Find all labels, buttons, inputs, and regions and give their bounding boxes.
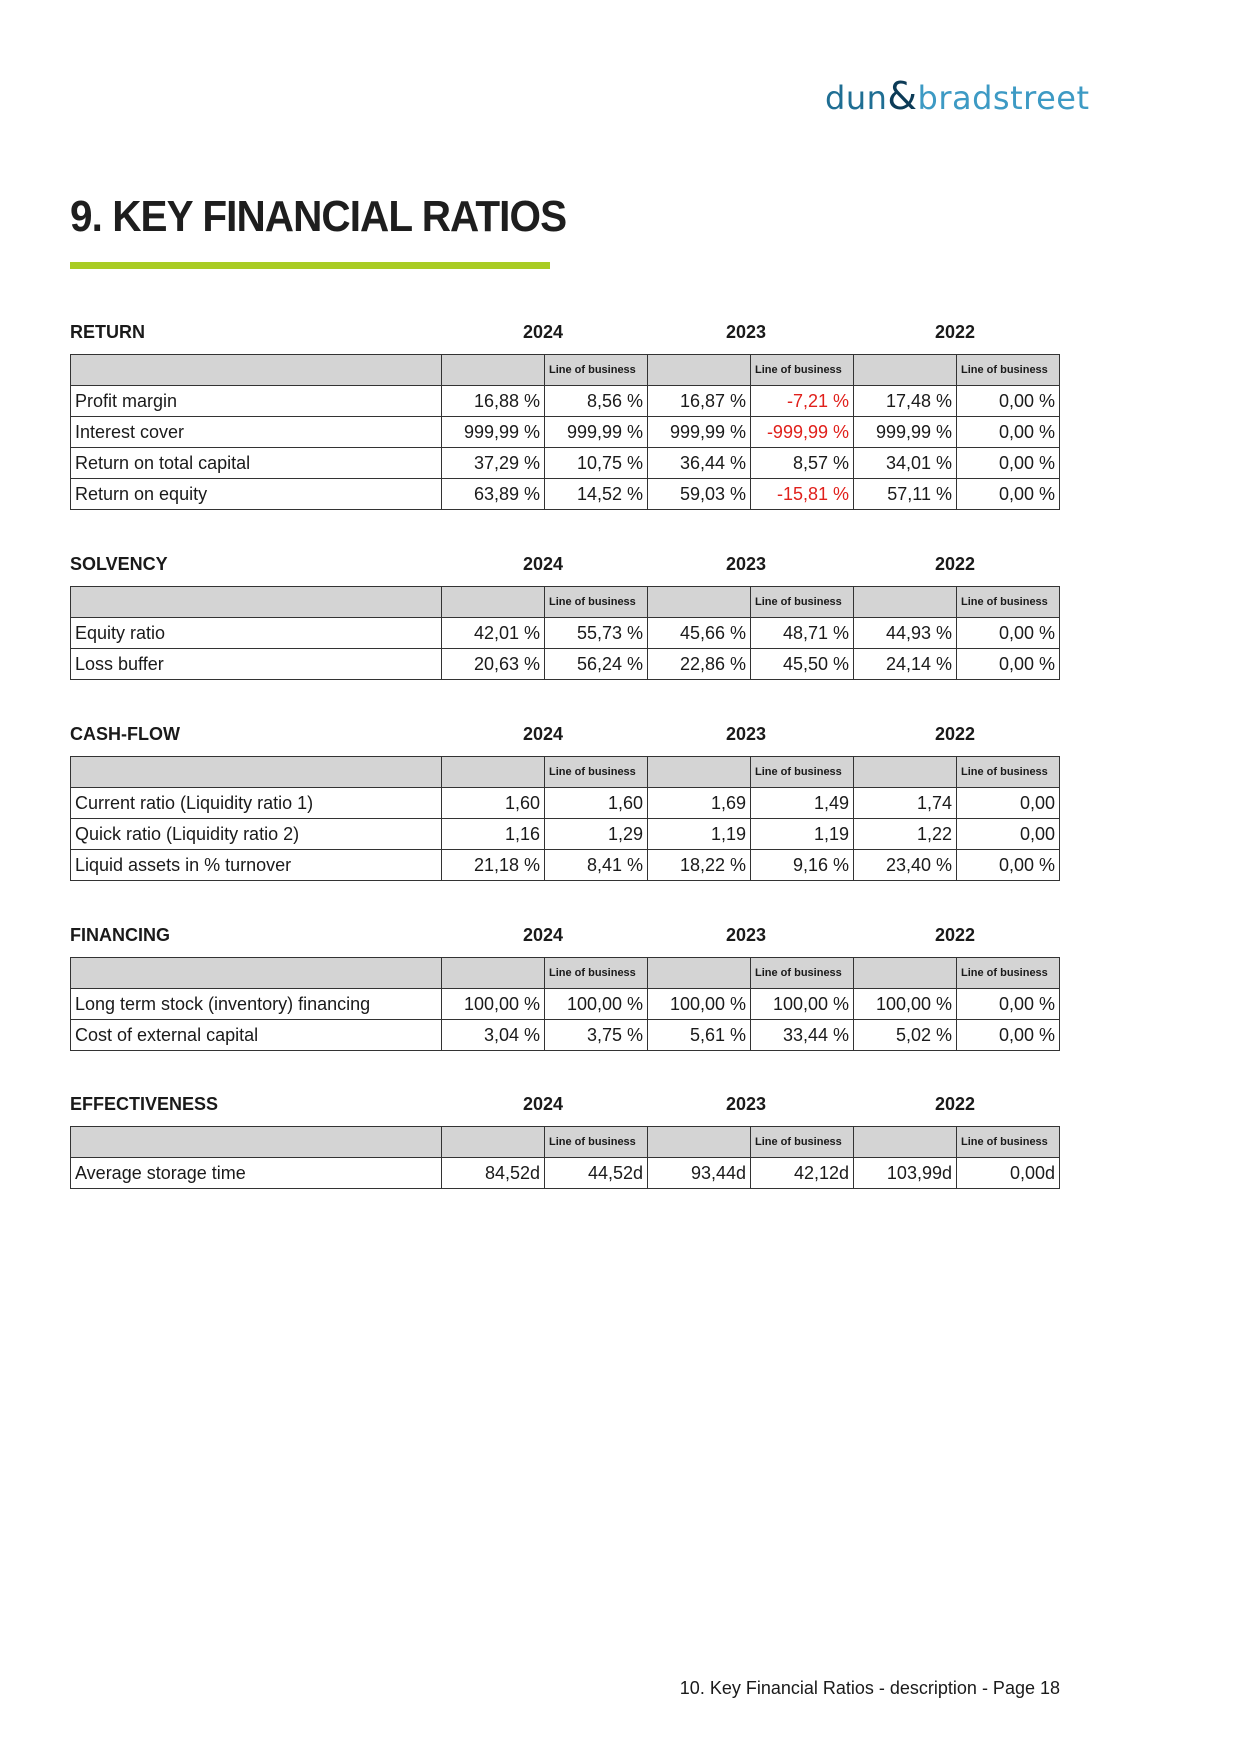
ratio-table <box>70 756 1060 881</box>
value-cell: 1,19 <box>751 819 854 850</box>
header-cell <box>648 355 751 386</box>
value-cell: 1,74 <box>854 788 957 819</box>
line-of-business-header: Line of business <box>957 757 1060 788</box>
table-header-row <box>71 355 1060 386</box>
value-cell: 44,52d <box>545 1158 648 1189</box>
value-cell: 1,60 <box>545 788 648 819</box>
section-header <box>70 322 1060 354</box>
header-cell <box>854 1127 957 1158</box>
year-label: 2022 <box>935 1094 976 1114</box>
line-of-business-header: Line of business <box>545 958 648 989</box>
table-header-row <box>71 757 1060 788</box>
value-cell: 100,00 % <box>442 989 545 1020</box>
row-label: Average storage time <box>71 1158 442 1189</box>
value-cell: -15,81 % <box>751 479 854 510</box>
value-cell: 1,60 <box>442 788 545 819</box>
value-cell: 8,57 % <box>751 448 854 479</box>
value-cell: 999,99 % <box>648 417 751 448</box>
year-label: 2024 <box>523 554 564 574</box>
value-cell: 9,16 % <box>751 850 854 881</box>
value-cell: 33,44 % <box>751 1020 854 1051</box>
value-cell: 0,00 <box>957 819 1060 850</box>
table-row <box>71 649 1060 680</box>
table-row <box>71 448 1060 479</box>
line-of-business-header: Line of business <box>751 355 854 386</box>
value-cell: 0,00d <box>957 1158 1060 1189</box>
value-cell: -7,21 % <box>751 386 854 417</box>
value-cell: 100,00 % <box>751 989 854 1020</box>
table-row <box>71 1158 1060 1189</box>
row-label: Quick ratio (Liquidity ratio 2) <box>71 819 442 850</box>
section-financing <box>70 925 1060 1051</box>
header-cell <box>854 958 957 989</box>
value-cell: 63,89 % <box>442 479 545 510</box>
header-cell <box>71 1127 442 1158</box>
section-header <box>70 1094 1060 1126</box>
year-label: 2022 <box>935 925 976 945</box>
row-label: Loss buffer <box>71 649 442 680</box>
section-cash-flow <box>70 724 1060 881</box>
value-cell: 1,16 <box>442 819 545 850</box>
header-cell <box>648 587 751 618</box>
value-cell: 42,12d <box>751 1158 854 1189</box>
value-cell: 10,75 % <box>545 448 648 479</box>
value-cell: 34,01 % <box>854 448 957 479</box>
value-cell: 0,00 % <box>957 448 1060 479</box>
value-cell: 24,14 % <box>854 649 957 680</box>
value-cell: 100,00 % <box>648 989 751 1020</box>
section-header <box>70 724 1060 756</box>
value-cell: 17,48 % <box>854 386 957 417</box>
value-cell: 999,99 % <box>545 417 648 448</box>
header-cell <box>71 587 442 618</box>
dun-bradstreet-logo <box>825 74 1090 118</box>
value-cell: 18,22 % <box>648 850 751 881</box>
section-return <box>70 322 1060 510</box>
section-title: SOLVENCY <box>70 554 168 574</box>
line-of-business-header: Line of business <box>545 757 648 788</box>
row-label: Cost of external capital <box>71 1020 442 1051</box>
value-cell: 48,71 % <box>751 618 854 649</box>
value-cell: 1,49 <box>751 788 854 819</box>
value-cell: 0,00 <box>957 788 1060 819</box>
row-label: Profit margin <box>71 386 442 417</box>
table-row <box>71 479 1060 510</box>
value-cell: 22,86 % <box>648 649 751 680</box>
table-row <box>71 819 1060 850</box>
value-cell: 16,88 % <box>442 386 545 417</box>
value-cell: 0,00 % <box>957 1020 1060 1051</box>
value-cell: 999,99 % <box>854 417 957 448</box>
year-label: 2023 <box>726 724 767 744</box>
year-label: 2023 <box>726 925 767 945</box>
section-header <box>70 554 1060 586</box>
section-title: CASH-FLOW <box>70 724 180 744</box>
value-cell: 8,41 % <box>545 850 648 881</box>
row-label: Interest cover <box>71 417 442 448</box>
value-cell: 100,00 % <box>854 989 957 1020</box>
value-cell: -999,99 % <box>751 417 854 448</box>
year-label: 2024 <box>523 724 564 744</box>
ratio-table <box>70 586 1060 680</box>
header-cell <box>442 587 545 618</box>
header-cell <box>442 1127 545 1158</box>
section-header <box>70 925 1060 957</box>
value-cell: 1,69 <box>648 788 751 819</box>
header-cell <box>71 958 442 989</box>
value-cell: 3,04 % <box>442 1020 545 1051</box>
year-label: 2023 <box>726 1094 767 1114</box>
header-cell <box>854 757 957 788</box>
value-cell: 21,18 % <box>442 850 545 881</box>
logo-ampersand: & <box>887 74 918 118</box>
row-label: Long term stock (inventory) financing <box>71 989 442 1020</box>
row-label: Return on total capital <box>71 448 442 479</box>
logo-text-bradstreet: bradstreet <box>917 79 1090 117</box>
header-cell <box>854 587 957 618</box>
value-cell: 59,03 % <box>648 479 751 510</box>
line-of-business-header: Line of business <box>545 1127 648 1158</box>
header-cell <box>854 355 957 386</box>
value-cell: 37,29 % <box>442 448 545 479</box>
line-of-business-header: Line of business <box>957 958 1060 989</box>
table-header-row <box>71 587 1060 618</box>
value-cell: 0,00 % <box>957 386 1060 417</box>
line-of-business-header: Line of business <box>957 587 1060 618</box>
value-cell: 45,66 % <box>648 618 751 649</box>
year-label: 2023 <box>726 554 767 574</box>
header-cell <box>442 355 545 386</box>
value-cell: 36,44 % <box>648 448 751 479</box>
section-title: EFFECTIVENESS <box>70 1094 219 1114</box>
row-label: Equity ratio <box>71 618 442 649</box>
year-label: 2023 <box>726 322 767 342</box>
value-cell: 103,99d <box>854 1158 957 1189</box>
header-cell <box>648 757 751 788</box>
header-cell <box>442 958 545 989</box>
table-row <box>71 1020 1060 1051</box>
line-of-business-header: Line of business <box>751 1127 854 1158</box>
value-cell: 44,93 % <box>854 618 957 649</box>
header-cell <box>442 757 545 788</box>
title-underline <box>70 262 550 269</box>
value-cell: 56,24 % <box>545 649 648 680</box>
value-cell: 0,00 % <box>957 479 1060 510</box>
line-of-business-header: Line of business <box>545 355 648 386</box>
line-of-business-header: Line of business <box>545 587 648 618</box>
value-cell: 45,50 % <box>751 649 854 680</box>
row-label: Current ratio (Liquidity ratio 1) <box>71 788 442 819</box>
year-label: 2022 <box>935 322 976 342</box>
year-label: 2024 <box>523 1094 564 1114</box>
table-row <box>71 386 1060 417</box>
value-cell: 0,00 % <box>957 989 1060 1020</box>
table-row <box>71 618 1060 649</box>
line-of-business-header: Line of business <box>751 587 854 618</box>
value-cell: 100,00 % <box>545 989 648 1020</box>
value-cell: 1,22 <box>854 819 957 850</box>
ratio-table <box>70 957 1060 1051</box>
section-effectiveness <box>70 1094 1060 1189</box>
value-cell: 20,63 % <box>442 649 545 680</box>
line-of-business-header: Line of business <box>751 958 854 989</box>
line-of-business-header: Line of business <box>957 1127 1060 1158</box>
header-cell <box>71 355 442 386</box>
ratio-table <box>70 354 1060 510</box>
value-cell: 23,40 % <box>854 850 957 881</box>
value-cell: 1,29 <box>545 819 648 850</box>
row-label: Return on equity <box>71 479 442 510</box>
value-cell: 0,00 % <box>957 417 1060 448</box>
section-solvency <box>70 554 1060 680</box>
year-label: 2022 <box>935 724 976 744</box>
header-cell <box>648 1127 751 1158</box>
page-footer: 10. Key Financial Ratios - description - Page 18 <box>679 1678 1060 1698</box>
value-cell: 5,02 % <box>854 1020 957 1051</box>
value-cell: 1,19 <box>648 819 751 850</box>
value-cell: 55,73 % <box>545 618 648 649</box>
value-cell: 3,75 % <box>545 1020 648 1051</box>
value-cell: 5,61 % <box>648 1020 751 1051</box>
logo-text-dun: dun <box>825 79 888 117</box>
header-cell <box>648 958 751 989</box>
table-row <box>71 850 1060 881</box>
value-cell: 0,00 % <box>957 850 1060 881</box>
year-label: 2024 <box>523 925 564 945</box>
year-label: 2022 <box>935 554 976 574</box>
table-header-row <box>71 1127 1060 1158</box>
table-row <box>71 417 1060 448</box>
page-title: 9. KEY FINANCIAL RATIOS <box>70 192 567 241</box>
year-label: 2024 <box>523 322 564 342</box>
value-cell: 999,99 % <box>442 417 545 448</box>
value-cell: 0,00 % <box>957 618 1060 649</box>
line-of-business-header: Line of business <box>751 757 854 788</box>
value-cell: 57,11 % <box>854 479 957 510</box>
value-cell: 16,87 % <box>648 386 751 417</box>
table-row <box>71 788 1060 819</box>
value-cell: 14,52 % <box>545 479 648 510</box>
value-cell: 42,01 % <box>442 618 545 649</box>
section-title: RETURN <box>70 322 145 342</box>
header-cell <box>71 757 442 788</box>
row-label: Liquid assets in % turnover <box>71 850 442 881</box>
ratio-table <box>70 1126 1060 1189</box>
value-cell: 8,56 % <box>545 386 648 417</box>
section-title: FINANCING <box>70 925 170 945</box>
value-cell: 84,52d <box>442 1158 545 1189</box>
table-header-row <box>71 958 1060 989</box>
line-of-business-header: Line of business <box>957 355 1060 386</box>
value-cell: 0,00 % <box>957 649 1060 680</box>
table-row <box>71 989 1060 1020</box>
value-cell: 93,44d <box>648 1158 751 1189</box>
